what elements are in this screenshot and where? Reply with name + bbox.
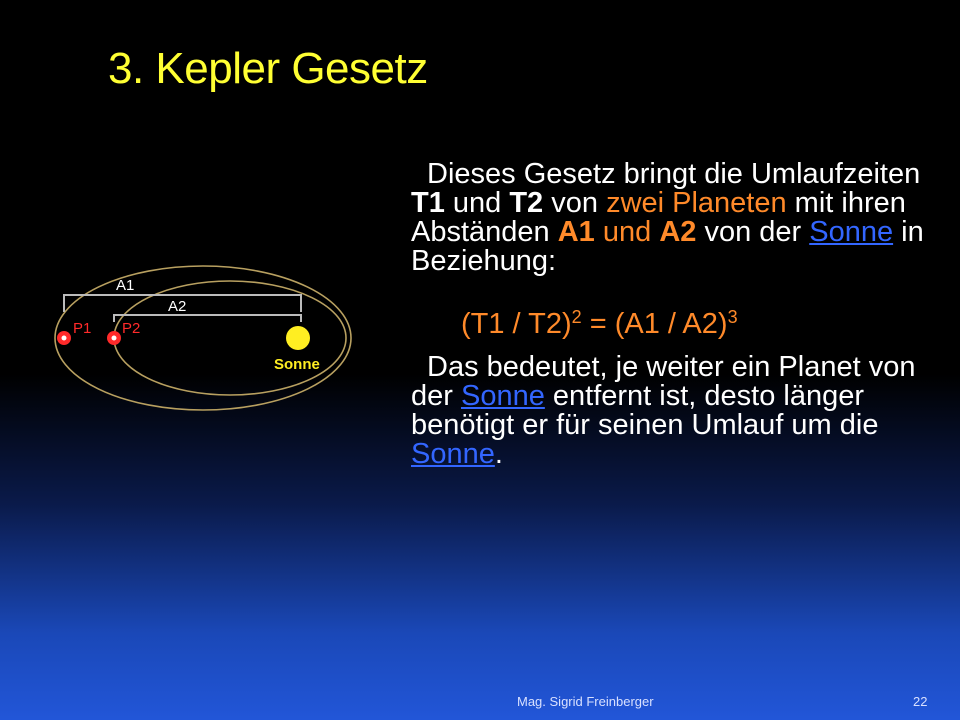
orbit-diagram	[50, 262, 360, 422]
formula-exponent-right: 3	[727, 307, 738, 327]
text: entfernt ist, desto länger benötigt er für seinen Umlauf um die	[411, 380, 879, 441]
paragraph-intro	[411, 160, 931, 276]
sonne-link[interactable]: Sonne	[411, 438, 495, 470]
label-p1: P1	[73, 320, 92, 337]
sun-icon	[286, 326, 310, 350]
footer-author: Mag. Sigrid Freinberger	[517, 694, 654, 709]
inner-orbit	[114, 281, 346, 395]
highlight-a1: A1	[557, 216, 595, 248]
text: von	[543, 187, 607, 219]
text-bold-t1: T1	[411, 187, 445, 219]
highlight-and: und	[594, 216, 660, 248]
planet-p1-icon	[57, 331, 71, 345]
text: Das bedeutet, je weiter ein Planet von der	[411, 351, 916, 412]
text: .	[494, 438, 503, 470]
slide-content	[411, 160, 931, 469]
bracket-a2	[114, 315, 301, 322]
label-sun: Sonne	[274, 356, 320, 373]
planet-p2-icon	[107, 331, 121, 345]
label-p2: P2	[122, 320, 141, 337]
label-a2: A2	[168, 298, 187, 315]
sonne-link[interactable]: Sonne	[460, 380, 545, 412]
paragraph-meaning	[411, 353, 931, 469]
text: und	[444, 187, 510, 219]
text: Dieses Gesetz bringt die Umlaufzeiten	[427, 158, 921, 190]
label-a1: A1	[116, 277, 135, 294]
page-number: 22	[913, 694, 928, 709]
formula-right: = (A1 / A2)	[581, 308, 728, 340]
text: von der	[696, 216, 810, 248]
formula-left: (T1 / T2)	[461, 308, 572, 340]
text-bold-t2: T2	[509, 187, 544, 219]
text: mit ihren Abständen	[411, 187, 906, 248]
kepler-formula	[461, 307, 931, 340]
formula-exponent-left: 2	[571, 307, 582, 327]
slide-title: 3. Kepler Gesetz	[108, 44, 428, 93]
highlight-a2: A2	[659, 216, 697, 248]
text: in Beziehung:	[411, 216, 924, 277]
sonne-link[interactable]: Sonne	[809, 216, 894, 248]
highlight-two-planets: zwei Planeten	[606, 187, 787, 219]
